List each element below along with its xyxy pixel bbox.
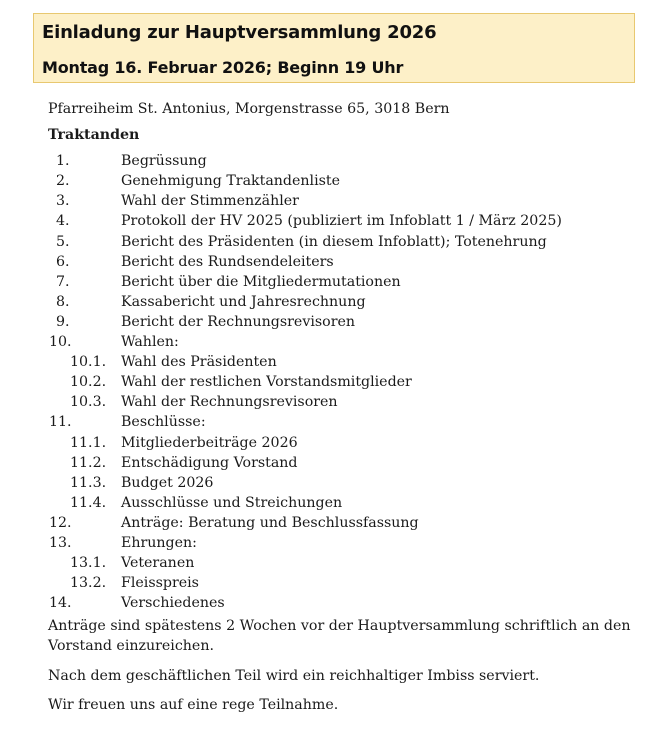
header-box bbox=[33, 13, 635, 83]
agenda-item bbox=[48, 151, 638, 171]
agenda-item bbox=[48, 332, 638, 352]
agenda-item-number: 11.1. bbox=[70, 434, 107, 451]
agenda-item-label: Kassabericht und Jahresrechnung bbox=[121, 293, 366, 310]
agenda-heading: Traktanden bbox=[48, 127, 140, 144]
agenda-item-label: Veteranen bbox=[121, 555, 195, 572]
agenda-item-label: Bericht über die Mitgliedermutationen bbox=[121, 273, 401, 290]
agenda-item bbox=[48, 272, 638, 292]
agenda-item-label: Beschlüsse: bbox=[121, 414, 206, 431]
agenda-item bbox=[48, 392, 638, 412]
agenda-item-number: 2. bbox=[56, 173, 70, 190]
agenda-item-label: Protokoll der HV 2025 (publiziert im Infoblatt 1 / März 2025) bbox=[121, 213, 562, 230]
agenda-item-number: 12. bbox=[49, 514, 72, 531]
agenda-item-label: Wahl des Präsidenten bbox=[121, 354, 277, 371]
agenda-item-label: Wahl der Rechnungsrevisoren bbox=[121, 394, 338, 411]
agenda-item bbox=[48, 171, 638, 191]
agenda-item-number: 10.2. bbox=[70, 374, 107, 391]
agenda-item bbox=[48, 553, 638, 573]
agenda-item-label: Entschädigung Vorstand bbox=[121, 454, 298, 471]
agenda-item bbox=[48, 372, 638, 392]
agenda-item-number: 8. bbox=[56, 293, 70, 310]
agenda-item bbox=[48, 453, 638, 473]
agenda-item-number: 3. bbox=[56, 193, 70, 210]
agenda-item-number: 7. bbox=[56, 273, 70, 290]
agenda-item bbox=[48, 412, 638, 432]
agenda-item-number: 5. bbox=[56, 233, 70, 250]
agenda-item-label: Bericht des Rundsendeleiters bbox=[121, 253, 334, 270]
agenda-item-number: 11. bbox=[49, 414, 72, 431]
agenda-item-number: 11.3. bbox=[70, 474, 107, 491]
agenda-item-number: 4. bbox=[56, 213, 70, 230]
agenda-item-number: 14. bbox=[49, 595, 72, 612]
agenda-item-label: Fleisspreis bbox=[121, 575, 199, 592]
agenda-item-label: Anträge: Beratung und Beschlussfassung bbox=[121, 514, 419, 531]
agenda-item-label: Budget 2026 bbox=[121, 474, 214, 491]
agenda-item-label: Ehrungen: bbox=[121, 534, 197, 551]
agenda-item-label: Genehmigung Traktandenliste bbox=[121, 173, 341, 190]
agenda-list bbox=[48, 151, 638, 613]
agenda-item-label: Ausschlüsse und Streichungen bbox=[121, 494, 343, 511]
agenda-item-number: 11.4. bbox=[70, 494, 107, 511]
agenda-item bbox=[48, 292, 638, 312]
agenda-item-label: Wahl der Stimmenzähler bbox=[121, 193, 299, 210]
agenda-item bbox=[48, 513, 638, 533]
agenda-item bbox=[48, 593, 638, 613]
page-title: Einladung zur Hauptversammlung 2026 bbox=[42, 22, 437, 43]
document-body bbox=[48, 99, 638, 715]
agenda-item bbox=[48, 312, 638, 332]
agenda-item-label: Wahlen: bbox=[121, 334, 179, 351]
agenda-item-number: 10.1. bbox=[70, 354, 107, 371]
agenda-item-number: 6. bbox=[56, 253, 70, 270]
agenda-item-number: 13.1. bbox=[70, 555, 107, 572]
agenda-item-label: Begrüssung bbox=[121, 153, 207, 170]
closing-note: Wir freuen uns auf eine rege Teilnahme. bbox=[48, 696, 339, 713]
agenda-item bbox=[48, 211, 638, 231]
agenda-item-number: 11.2. bbox=[70, 454, 107, 471]
submission-note: Anträge sind spätestens 2 Wochen vor der Hauptversammlung schriftlich an den Vorstand einzureichen. bbox=[48, 618, 631, 655]
agenda-item bbox=[48, 232, 638, 252]
agenda-item-number: 1. bbox=[56, 153, 70, 170]
page-subtitle: Montag 16. Februar 2026; Beginn 19 Uhr bbox=[42, 58, 404, 77]
agenda-item-label: Bericht des Präsidenten (in diesem Infoblatt); Totenehrung bbox=[121, 233, 547, 250]
agenda-item-label: Wahl der restlichen Vorstandsmitglieder bbox=[121, 374, 412, 391]
agenda-item bbox=[48, 191, 638, 211]
agenda-item-number: 13.2. bbox=[70, 575, 107, 592]
location-text: Pfarreiheim St. Antonius, Morgenstrasse 65, 3018 Bern bbox=[48, 101, 450, 117]
agenda-item bbox=[48, 533, 638, 553]
agenda-item-number: 10. bbox=[49, 334, 72, 351]
agenda-item-label: Bericht der Rechnungsrevisoren bbox=[121, 313, 356, 330]
snack-note: Nach dem geschäftlichen Teil wird ein reichhaltiger Imbiss serviert. bbox=[48, 667, 540, 684]
agenda-item-number: 10.3. bbox=[70, 394, 107, 411]
agenda-item bbox=[48, 433, 638, 453]
agenda-item bbox=[48, 352, 638, 372]
agenda-item bbox=[48, 473, 638, 493]
agenda-item-label: Verschiedenes bbox=[121, 595, 225, 612]
agenda-item bbox=[48, 252, 638, 272]
agenda-item-label: Mitgliederbeiträge 2026 bbox=[121, 434, 298, 451]
agenda-item bbox=[48, 493, 638, 513]
agenda-item bbox=[48, 573, 638, 593]
agenda-item-number: 9. bbox=[56, 313, 70, 330]
agenda-item-number: 13. bbox=[49, 534, 72, 551]
